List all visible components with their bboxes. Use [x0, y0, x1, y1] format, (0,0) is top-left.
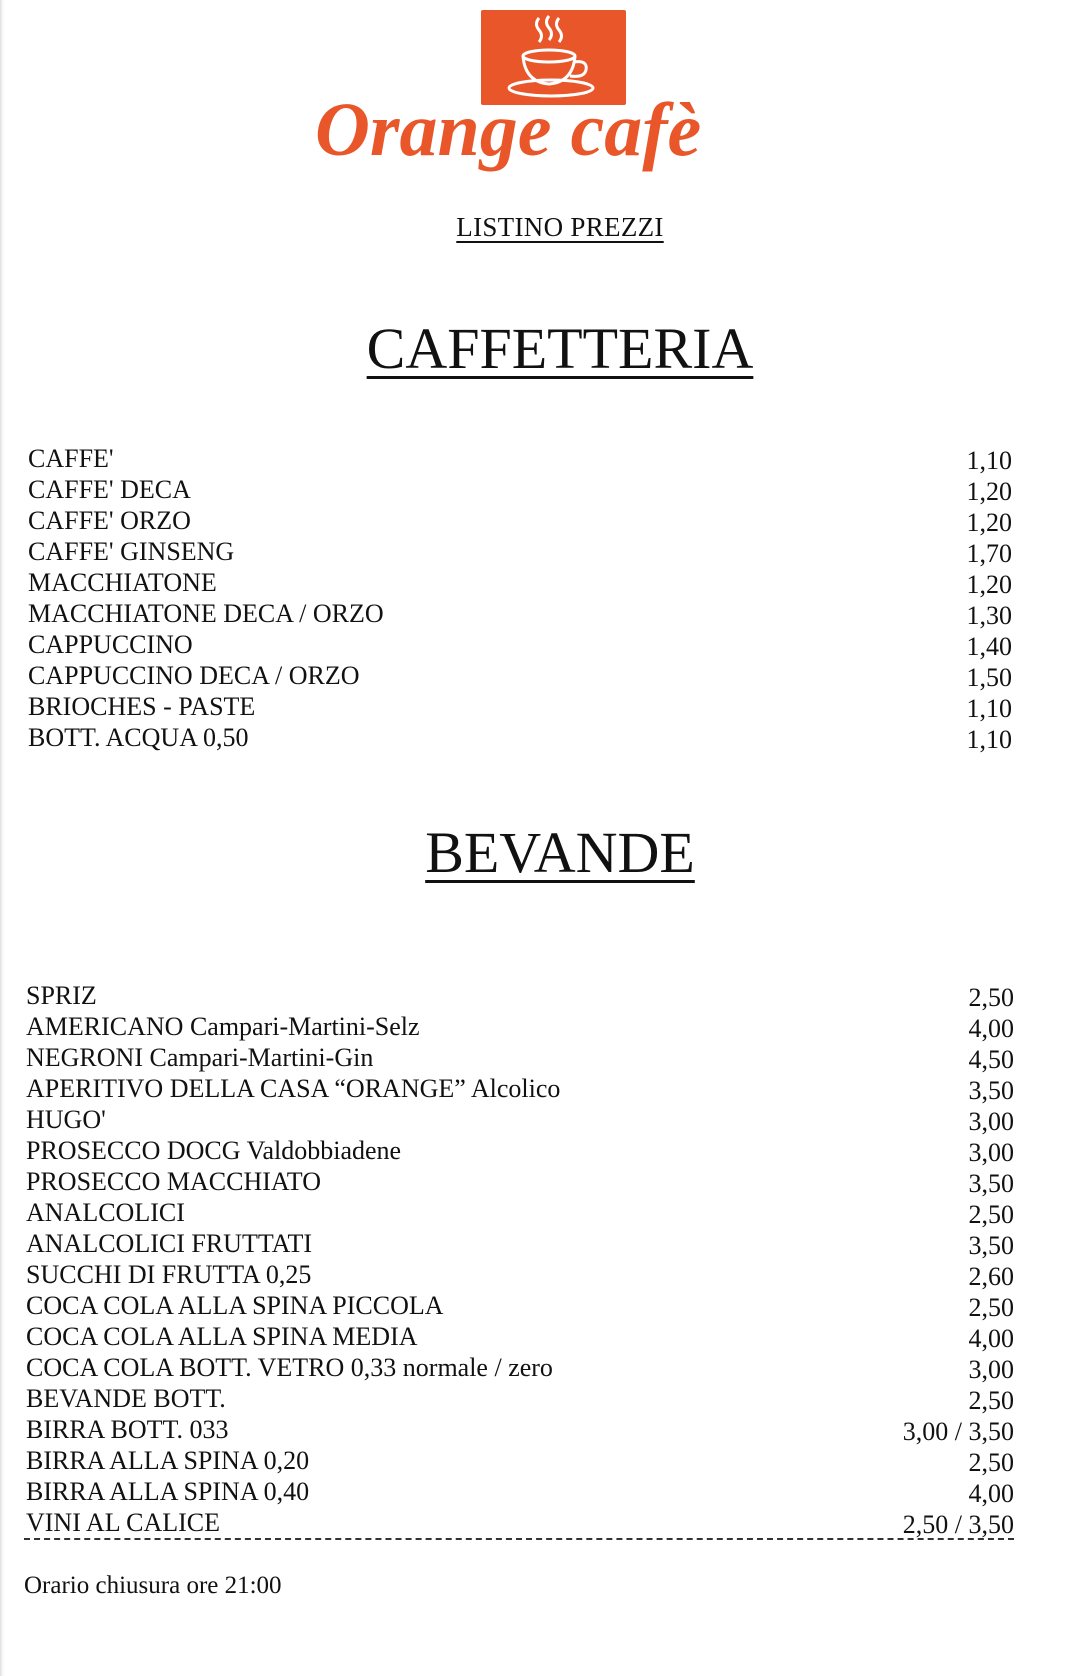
item-name: CAPPUCCINO DECA / ORZO — [28, 661, 360, 690]
item-name: NEGRONI Campari-Martini-Gin — [26, 1043, 374, 1072]
item-price: 3,00 / 3,50 — [902, 1417, 1014, 1446]
list-item — [26, 1383, 1014, 1414]
item-name: CAFFE' GINSENG — [28, 537, 235, 566]
item-name: ANALCOLICI — [26, 1198, 185, 1227]
list-item — [26, 1042, 1014, 1073]
list-item — [26, 1135, 1014, 1166]
item-name: VINI AL CALICE — [26, 1508, 221, 1537]
list-item — [26, 1290, 1014, 1321]
dashed-divider — [24, 1538, 1014, 1540]
item-price: 1,50 — [966, 663, 1012, 692]
list-item — [26, 1259, 1014, 1290]
item-name: APERITIVO DELLA CASA “ORANGE” Alcolico — [26, 1074, 561, 1103]
item-name: BIRRA ALLA SPINA 0,20 — [26, 1446, 310, 1475]
item-name: CAFFE' DECA — [28, 475, 191, 504]
item-name: CAFFE' ORZO — [28, 506, 191, 535]
list-item — [28, 567, 1012, 598]
list-item — [28, 474, 1012, 505]
item-name: PROSECCO DOCG Valdobbiadene — [26, 1136, 402, 1165]
caffetteria-list — [28, 443, 1012, 753]
item-name: COCA COLA ALLA SPINA MEDIA — [26, 1322, 418, 1351]
item-price: 3,50 — [968, 1076, 1014, 1105]
list-item — [26, 1011, 1014, 1042]
list-item — [28, 598, 1012, 629]
item-price: 3,50 — [968, 1231, 1014, 1260]
item-price: 3,00 — [968, 1107, 1014, 1136]
list-item — [26, 1228, 1014, 1259]
item-price: 2,50 — [968, 1386, 1014, 1415]
list-item — [26, 1166, 1014, 1197]
item-name: SUCCHI DI FRUTTA 0,25 — [26, 1260, 312, 1289]
item-price: 4,00 — [968, 1014, 1014, 1043]
list-item — [26, 1352, 1014, 1383]
item-name: COCA COLA BOTT. VETRO 0,33 normale / zero — [26, 1353, 553, 1382]
item-name: SPRIZ — [26, 981, 97, 1010]
item-name: PROSECCO MACCHIATO — [26, 1167, 321, 1196]
list-item — [26, 1104, 1014, 1135]
brand-name-text: Orange cafè — [315, 88, 702, 172]
item-price: 1,20 — [966, 477, 1012, 506]
item-price: 1,20 — [966, 570, 1012, 599]
item-price: 1,70 — [966, 539, 1012, 568]
item-name: MACCHIATONE DECA / ORZO — [28, 599, 384, 628]
item-price: 4,00 — [968, 1479, 1014, 1508]
list-item — [28, 443, 1012, 474]
item-price: 4,50 — [968, 1045, 1014, 1074]
item-name: ANALCOLICI FRUTTATI — [26, 1229, 313, 1258]
section-title-bevande: BEVANDE — [425, 820, 695, 885]
item-price: 1,10 — [966, 446, 1012, 475]
item-name: CAPPUCCINO — [28, 630, 193, 659]
item-name: BIRRA BOTT. 033 — [26, 1415, 229, 1444]
list-item — [28, 536, 1012, 567]
item-price: 4,00 — [968, 1324, 1014, 1353]
list-item — [28, 660, 1012, 691]
list-item — [28, 505, 1012, 536]
item-price: 1,30 — [966, 601, 1012, 630]
list-item — [28, 691, 1012, 722]
list-item — [26, 1197, 1014, 1228]
item-price: 1,20 — [966, 508, 1012, 537]
item-name: BEVANDE BOTT. — [26, 1384, 226, 1413]
item-price: 1,10 — [966, 694, 1012, 723]
price-list-heading: LISTINO PREZZI — [456, 212, 664, 242]
item-price: 2,60 — [968, 1262, 1014, 1291]
item-name: BOTT. ACQUA 0,50 — [28, 723, 249, 752]
item-name: BIRRA ALLA SPINA 0,40 — [26, 1477, 310, 1506]
list-item — [28, 722, 1012, 753]
item-name: MACCHIATONE — [28, 568, 217, 597]
item-name: CAFFE' — [28, 444, 114, 473]
item-price: 1,40 — [966, 632, 1012, 661]
item-price: 1,10 — [966, 725, 1012, 754]
list-item — [26, 1414, 1014, 1445]
item-price: 3,00 — [968, 1355, 1014, 1384]
item-name: AMERICANO Campari-Martini-Selz — [26, 1012, 420, 1041]
item-price: 2,50 — [968, 1448, 1014, 1477]
item-price: 2,50 — [968, 983, 1014, 1012]
item-price: 2,50 — [968, 1200, 1014, 1229]
list-item — [26, 1445, 1014, 1476]
list-item — [26, 980, 1014, 1011]
bevande-list — [26, 980, 1014, 1538]
list-item — [26, 1321, 1014, 1352]
list-item — [26, 1476, 1014, 1507]
brand-wordmark — [310, 80, 830, 190]
list-item — [28, 629, 1012, 660]
item-price: 2,50 — [968, 1293, 1014, 1322]
item-price: 3,50 — [968, 1169, 1014, 1198]
item-name: COCA COLA ALLA SPINA PICCOLA — [26, 1291, 444, 1320]
item-name: HUGO' — [26, 1105, 106, 1134]
item-price: 2,50 / 3,50 — [902, 1510, 1014, 1539]
section-title-caffetteria: CAFFETTERIA — [366, 316, 754, 381]
closing-time-note: Orario chiusura ore 21:00 — [24, 1572, 282, 1599]
item-name: BRIOCHES - PASTE — [28, 692, 256, 721]
item-price: 3,00 — [968, 1138, 1014, 1167]
list-item — [26, 1507, 1014, 1538]
list-item — [26, 1073, 1014, 1104]
